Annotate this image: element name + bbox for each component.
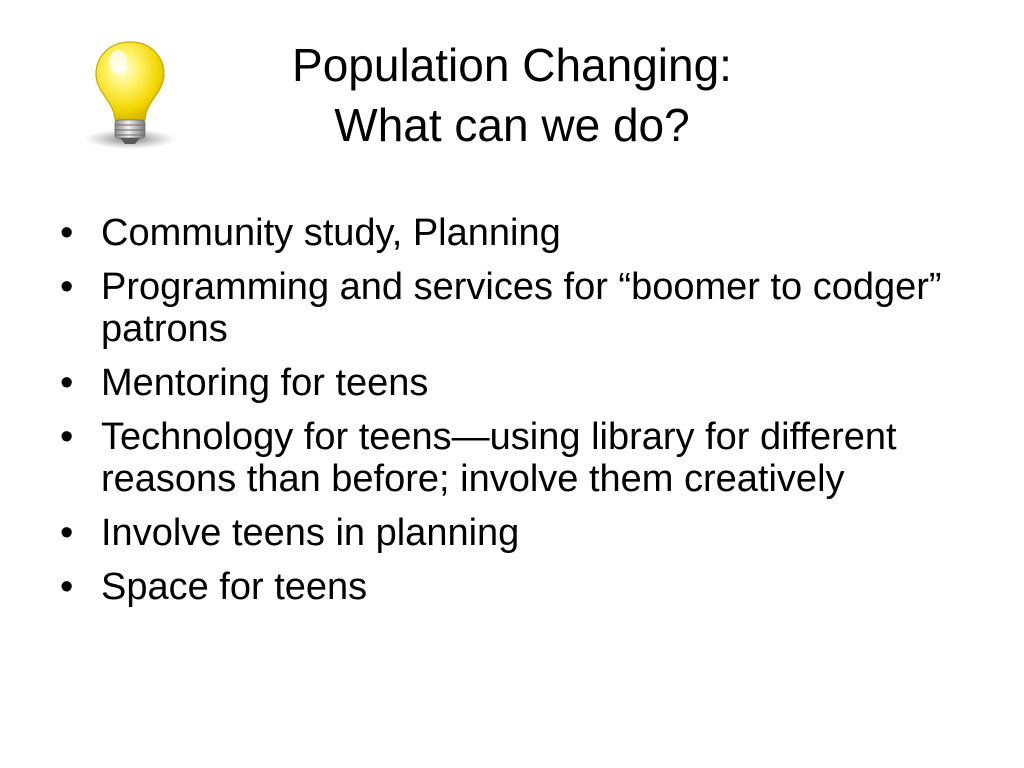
bullet-text: Technology for teens—using library for different reasons than before; involve them creatively	[101, 416, 897, 500]
bullet-item	[60, 266, 980, 350]
bullet-marker: •	[60, 362, 74, 404]
bullet-marker: •	[60, 212, 74, 254]
bullet-text: Community study, Planning	[101, 212, 561, 254]
slide-title-line-1: Population Changing:	[292, 39, 732, 91]
slide-title-line-2: What can we do?	[334, 99, 690, 151]
bullet-list	[60, 212, 980, 620]
bullet-item	[60, 212, 980, 254]
bullet-text: Space for teens	[101, 566, 368, 608]
bullet-marker: •	[60, 266, 74, 308]
bullet-marker: •	[60, 512, 74, 554]
bullet-item	[60, 362, 980, 404]
bullet-text: Mentoring for teens	[101, 362, 429, 404]
bullet-marker: •	[60, 566, 74, 608]
bullet-item	[60, 416, 980, 500]
slide-title	[160, 35, 864, 155]
bullet-item	[60, 512, 980, 554]
bullet-item	[60, 566, 980, 608]
bullet-marker: •	[60, 416, 74, 458]
bullet-text: Involve teens in planning	[101, 512, 520, 554]
bullet-text: Programming and services for “boomer to codger” patrons	[101, 266, 942, 350]
